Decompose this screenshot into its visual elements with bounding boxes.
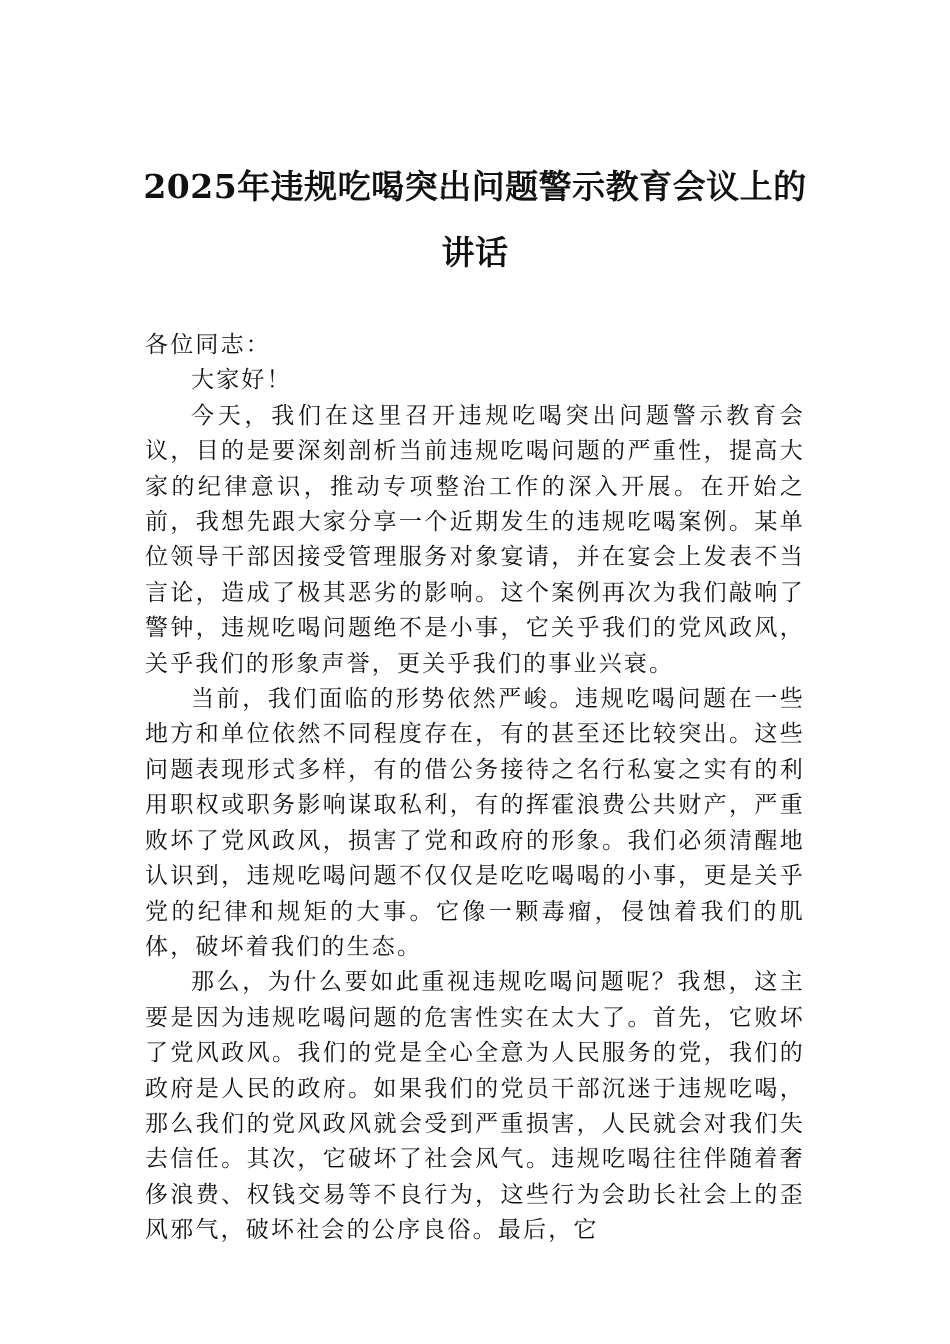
salutation: 各位同志： <box>145 332 271 358</box>
document-title: 2025年违规吃喝突出问题警示教育会议上的讲话 <box>143 167 807 272</box>
paragraph-1: 今天，我们在这里召开违规吃喝突出问题警示教育会议，目的是要深刻剖析当前违规吃喝问题的严重性，提高大家的纪律意识，推动专项整治工作的深入开展。在开始之前，我想先跟大家分享一个近期发生的违规吃喝案例。某单位领导干部因接受管理服务对象宴请，并在宴会上发表不当言论，造成了极其恶劣的影响。这个案例再次为我们敲响了警钟，违规吃喝问题绝不是小事，它关乎我们的党风政风，关乎我们的形象声誉，更关乎我们的事业兴衰。 <box>145 402 805 677</box>
paragraph-3: 那么，为什么要如此重视违规吃喝问题呢？我想，这主要是因为违规吃喝问题的危害性实在太大了。首先，它败坏了党风政风。我们的党是全心全意为人民服务的党，我们的政府是人民的政府。如果我们的党员干部沉迷于违规吃喝，那么我们的党风政风就会受到严重损害，人民就会对我们失去信任。其次，它破坏了社会风气。违规吃喝往往伴随着奢侈浪费、权钱交易等不良行为，这些行为会助长社会上的歪风邪气，破坏社会的公序良俗。最后，它 <box>145 969 805 1244</box>
greeting: 大家好！ <box>191 367 292 394</box>
document-body <box>145 328 805 1249</box>
paragraph-2: 当前，我们面临的形势依然严峻。违规吃喝问题在一些地方和单位依然不同程度存在，有的甚至还比较突出。这些问题表现形式多样，有的借公务接待之名行私宴之实有的利用职权或职务影响谋取私利，有的挥霍浪费公共财产，严重败坏了党风政风，损害了党和政府的形象。我们必须清醒地认识到，违规吃喝问题不仅仅是吃吃喝喝的小事，更是关乎党的纪律和规矩的大事。它像一颗毒瘤，侵蚀着我们的肌体，破坏着我们的生态。 <box>145 686 805 960</box>
